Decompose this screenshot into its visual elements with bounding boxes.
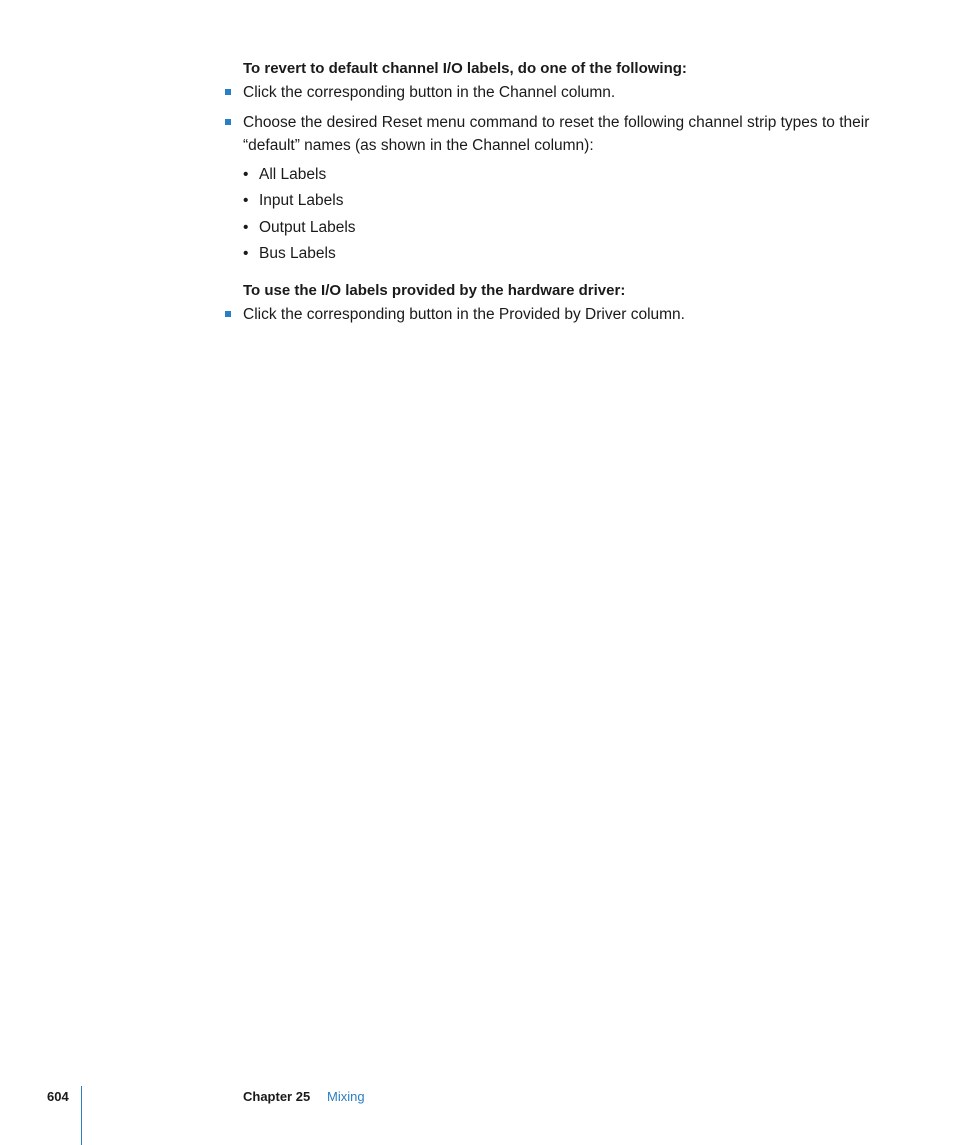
list-item-click-driver: Click the corresponding button in the Provided by Driver column.: [243, 306, 685, 323]
sub-list-item: [243, 191, 343, 211]
sub-list-item: [243, 218, 356, 238]
square-bullet-icon: [225, 311, 231, 317]
sub-item-all-labels: All Labels: [259, 166, 327, 183]
page-number: 604: [47, 1089, 69, 1104]
sub-item-output-labels: Output Labels: [259, 219, 356, 236]
list-item-click-channel: Click the corresponding button in the Channel column.: [243, 84, 616, 101]
dot-bullet-icon: •: [243, 166, 249, 183]
sub-list-item: [243, 165, 326, 185]
sub-item-bus-labels: Bus Labels: [259, 245, 336, 262]
heading-driver-labels: To use the I/O labels provided by the hardware driver:: [243, 282, 626, 299]
sub-item-input-labels: Input Labels: [259, 192, 344, 209]
section-link[interactable]: Mixing: [327, 1089, 365, 1104]
square-bullet-icon: [225, 119, 231, 125]
sub-list-item: [243, 244, 336, 264]
square-bullet-icon: [225, 89, 231, 95]
footer-divider: [81, 1086, 82, 1145]
dot-bullet-icon: •: [243, 219, 249, 236]
heading-revert-labels: To revert to default channel I/O labels, do one of the following:: [243, 60, 687, 77]
list-item-reset-menu: Choose the desired Reset menu command to reset the following channel strip types to their “default” names (as shown in the Channel column):: [243, 114, 870, 154]
chapter-label: Chapter 25: [243, 1089, 311, 1104]
dot-bullet-icon: •: [243, 245, 249, 262]
dot-bullet-icon: •: [243, 192, 249, 209]
